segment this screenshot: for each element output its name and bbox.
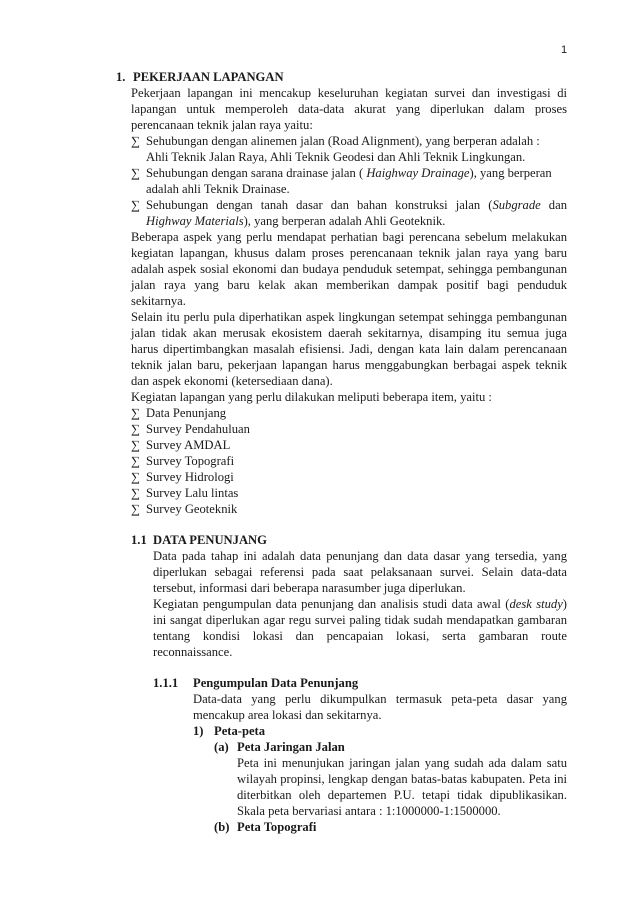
paragraph-line: jalan raya yang baru kelak akan memberikan dampak positif bagi penduduk [131, 278, 567, 292]
paragraph-line: adalah aspek sosial ekonomi dan budaya penduduk setempat, sehingga pembangunan [131, 262, 567, 276]
paragraph-line: perencanaan teknik jalan raya yaitu: [131, 118, 313, 132]
paragraph-line: Skala peta bervariasi antara : 1:1000000-1:1500000. [237, 804, 501, 818]
item-a-title: Peta Jaringan Jalan [237, 740, 345, 754]
paragraph-line: lapangan untuk memperoleh data-data akurat yang diperlukan dalam proses [131, 102, 567, 116]
list-item-label: Survey AMDAL [146, 438, 231, 452]
paragraph-line: jalan tidak akan merusak ekosistem daerah sekitarnya, disamping itu semua juga [131, 326, 567, 340]
text-run: dan [540, 198, 567, 212]
bullet-sigma-icon: ∑ [131, 454, 140, 468]
bullet-sigma-icon: ∑ [131, 438, 140, 452]
section-1-title: PEKERJAAN LAPANGAN [133, 70, 284, 84]
paragraph-line: dan aspek ekonomi (ketersediaan dana). [131, 374, 333, 388]
bullet-sigma-icon: ∑ [131, 198, 140, 212]
paragraph-line: diperlukan sebagai referensi pada saat pelaksanaan survei. Selain data-data [153, 565, 567, 579]
list-item-label: Data Penunjang [146, 406, 227, 420]
paragraph-line: reconnaissance. [153, 645, 233, 659]
list-item-label: Survey Geoteknik [146, 502, 238, 516]
bullet-line: Sehubungan dengan alinemen jalan (Road Alignment), yang berperan adalah : [146, 134, 540, 148]
section-1-1-number: 1.1 [131, 533, 147, 547]
bullet-line: Ahli Teknik Jalan Raya, Ahli Teknik Geodesi dan Ahli Teknik Lingkungan. [146, 150, 526, 164]
paragraph-line: sekitarnya. [131, 294, 186, 308]
italic-term: Highway Materials [146, 214, 244, 228]
text-run: Kegiatan pengumpulan data penunjang dan analisis studi data awal ( [153, 597, 510, 611]
bullet-line [146, 198, 567, 213]
section-1-items-intro: Kegiatan lapangan yang perlu dilakukan meliputi beberapa item, yaitu : [131, 390, 492, 404]
item-b-title: Peta Topografi [237, 820, 317, 834]
bullet-sigma-icon: ∑ [131, 470, 140, 484]
list-item-label: Survey Hidrologi [146, 470, 234, 484]
bullet-sigma-icon: ∑ [131, 166, 140, 180]
italic-term: Haighway Drainage [366, 166, 470, 180]
page-number: 1 [561, 44, 568, 56]
paragraph-line: Data-data yang perlu dikumpulkan termasuk peta-peta dasar yang [193, 692, 567, 706]
bullet-sigma-icon: ∑ [131, 486, 140, 500]
italic-term: desk study [509, 597, 563, 611]
paragraph-line: harus dipertimbangkan masalah efisiensi. Jadi, dengan kata lain dalam perencanaan [131, 342, 567, 356]
text-run: ) [562, 597, 567, 611]
subsection-1-number: 1) [193, 724, 204, 738]
bullet-sigma-icon: ∑ [131, 502, 140, 516]
bullet-sigma-icon: ∑ [131, 406, 140, 420]
paragraph-line: teknik jalan baru, pekerjaan lapangan harus menggabungkan berbagai aspek teknik [131, 358, 567, 372]
paragraph-line: Beberapa aspek yang perlu mendapat perhatian bagi perencana sebelum melakukan [131, 230, 567, 244]
item-a-number: (a) [214, 740, 229, 754]
section-1-number: 1. [116, 70, 126, 84]
italic-term: Subgrade [492, 198, 541, 212]
bullet-line: adalah ahli Teknik Drainase. [146, 182, 290, 196]
list-item-label: Survey Lalu lintas [146, 486, 239, 500]
text-run: ), yang berperan [469, 166, 552, 180]
paragraph-line: Data pada tahap ini adalah data penunjang dan data dasar yang tersedia, yang [153, 549, 567, 563]
paragraph-line: diterbitkan oleh departemen P.U. tetapi tidak dipublikasikan. [237, 788, 567, 802]
paragraph-line: Peta ini menunjukan jaringan jalan yang sudah ada dalam satu [237, 756, 567, 770]
bullet-line [146, 214, 445, 229]
item-b-number: (b) [214, 820, 230, 834]
paragraph-line: ini sangat diperlukan agar regu survei paling tidak sudah mendapatkan gambaran [153, 613, 567, 627]
paragraph-line [153, 597, 567, 612]
list-item-label: Survey Topografi [146, 454, 235, 468]
bullet-sigma-icon: ∑ [131, 422, 140, 436]
bullet-line [146, 166, 552, 181]
paragraph-line: Pekerjaan lapangan ini mencakup keseluruhan kegiatan survei dan investigasi di [131, 86, 567, 100]
paragraph-line: kegiatan lapangan, khusus dalam proses perencanaan teknik jalan raya yang baru [131, 246, 567, 260]
text-run: ), yang berperan adalah Ahli Geoteknik. [243, 214, 446, 228]
paragraph-line: tersebut, informasi dari beberapa narasumber juga diperlukan. [153, 581, 466, 595]
paragraph-line: Selain itu perlu pula diperhatikan aspek lingkungan setempat sehingga pembangunan [131, 310, 567, 324]
section-1-1-1-number: 1.1.1 [153, 676, 179, 690]
subsection-1-title: Peta-peta [214, 724, 266, 738]
text-run: Sehubungan dengan sarana drainase jalan ( [146, 166, 367, 180]
bullet-sigma-icon: ∑ [131, 134, 140, 148]
section-1-1-title: DATA PENUNJANG [153, 533, 267, 547]
paragraph-line: wilayah propinsi, lengkap dengan batas-batas kabupaten. Peta ini [237, 772, 567, 786]
paragraph-line: tentang kondisi lokasi dan pencapaian lokasi, serta gambaran route [153, 629, 567, 643]
paragraph-line: mencakup area lokasi dan sekitarnya. [193, 708, 382, 722]
text-run: Sehubungan dengan tanah dasar dan bahan konstruksi jalan ( [146, 198, 493, 212]
section-1-1-1-title: Pengumpulan Data Penunjang [193, 676, 359, 690]
list-item-label: Survey Pendahuluan [146, 422, 250, 436]
